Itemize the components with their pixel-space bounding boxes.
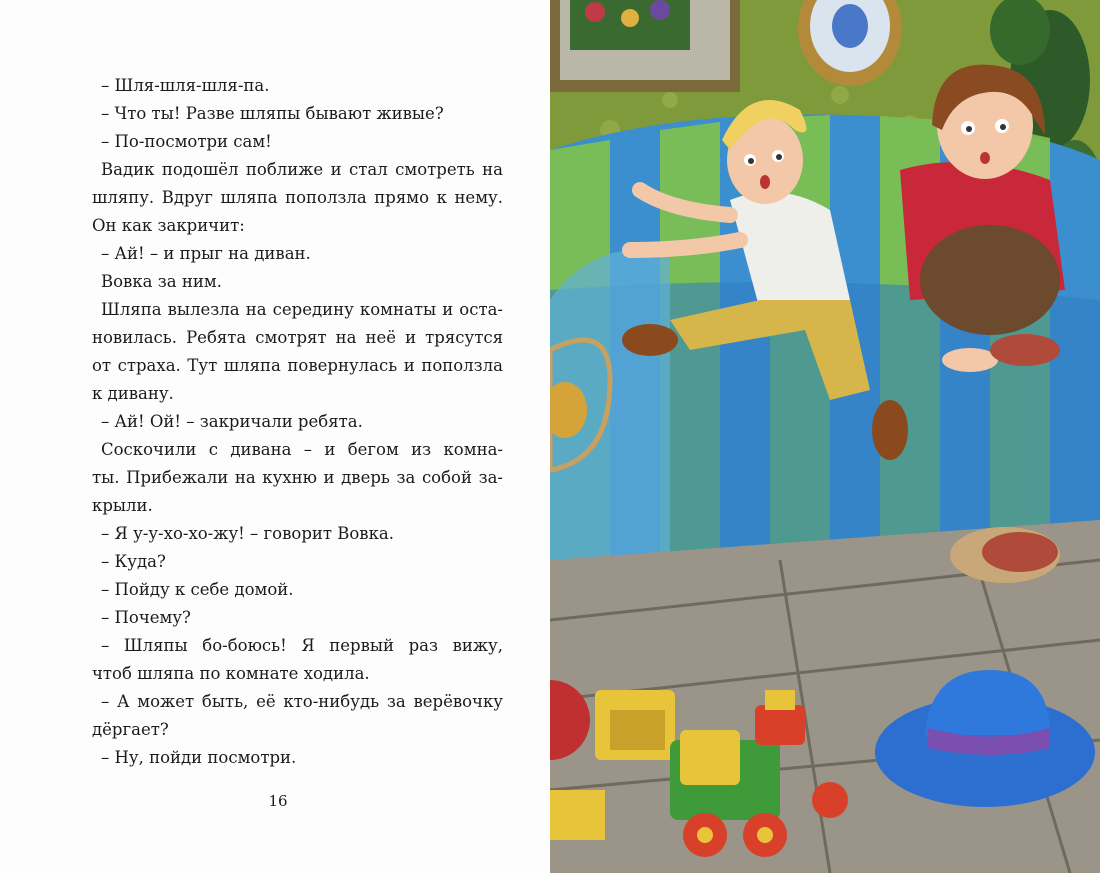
text-line: – Ай! Ой! – закричали ребята. [101,412,363,431]
text-line: – Ну, пойди посмотри. [101,748,297,767]
story-text [92,72,503,772]
text-line: Соскочили с дивана – и бегом из комна- [101,440,503,459]
text-line: – Шля-шля-шля-па. [101,76,270,95]
text-line: ты. Прибежали на кухню и дверь за собой за- [92,468,503,487]
wall-painting [550,0,740,92]
text-line: – По-посмотри сам! [101,132,272,151]
page-number: 16 [268,792,288,810]
text-line: – Куда? [101,552,166,571]
text-line: – А может быть, её кто-нибудь за верёвочку [101,692,503,711]
text-line: – Почему? [101,608,191,627]
text-line: – Пойду к себе домой. [101,580,294,599]
text-line: Шляпа вылезла на середину комнаты и оста- [101,300,503,319]
text-line: крыли. [92,496,153,515]
text-line: – Шляпы бо-боюсь! Я первый раз вижу, [101,636,503,655]
illustration-artwork [550,0,1100,873]
text-line: чтоб шляпа по комнате ходила. [92,664,370,683]
text-line: Вадик подошёл поближе и стал смотреть на [101,160,503,179]
text-line: Вовка за ним. [101,272,222,291]
text-line: – Что ты! Разве шляпы бывают живые? [101,104,444,123]
illustration [550,0,1100,873]
text-line: Он как закричит: [92,216,245,235]
text-line: к дивану. [92,384,174,403]
text-line: новилась. Ребята смотрят на неё и трясутся [92,328,503,347]
text-line: шляпу. Вдруг шляпа поползла прямо к нему. [92,188,503,207]
text-line: дёргает? [92,720,169,739]
text-line: – Ай! – и прыг на диван. [101,244,311,263]
text-line: – Я у-у-хо-хо-жу! – говорит Вовка. [101,524,394,543]
text-line: от страха. Тут шляпа повернулась и поползла [92,356,503,375]
slipper [950,527,1060,583]
